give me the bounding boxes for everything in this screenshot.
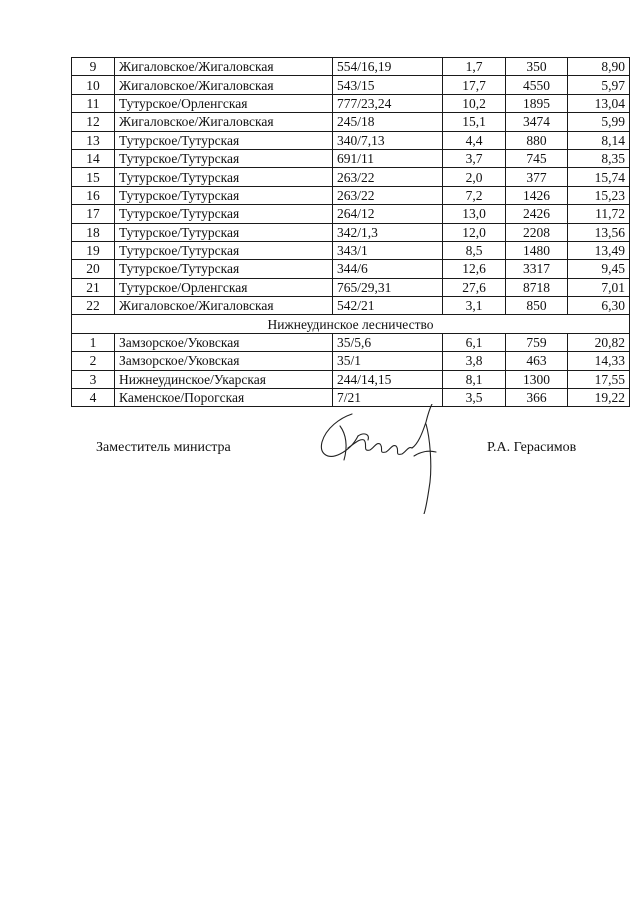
forestry-district: Жигаловское/Жигаловская [115, 297, 333, 315]
area-value: 7,2 [443, 186, 506, 204]
area-value: 10,2 [443, 94, 506, 112]
forestry-district: Тутурское/Тутурская [115, 260, 333, 278]
row-number: 1 [72, 333, 115, 351]
distance-value: 8,90 [568, 58, 630, 76]
quarter-plot: 7/21 [333, 389, 443, 407]
row-number: 14 [72, 149, 115, 167]
row-number: 13 [72, 131, 115, 149]
distance-value: 8,14 [568, 131, 630, 149]
volume-value: 1895 [506, 94, 568, 112]
distance-value: 14,33 [568, 352, 630, 370]
area-value: 27,6 [443, 278, 506, 296]
volume-value: 2208 [506, 223, 568, 241]
table-row [72, 260, 630, 278]
rows-group-a [72, 58, 630, 315]
table-row [72, 205, 630, 223]
volume-value: 4550 [506, 76, 568, 94]
area-value: 8,5 [443, 241, 506, 259]
volume-value: 1480 [506, 241, 568, 259]
quarter-plot: 342/1,3 [333, 223, 443, 241]
forestry-district: Замзорское/Уковская [115, 352, 333, 370]
distance-value: 11,72 [568, 205, 630, 223]
volume-value: 1300 [506, 370, 568, 388]
row-number: 18 [72, 223, 115, 241]
area-value: 2,0 [443, 168, 506, 186]
row-number: 22 [72, 297, 115, 315]
distance-value: 13,56 [568, 223, 630, 241]
area-value: 17,7 [443, 76, 506, 94]
quarter-plot: 543/15 [333, 76, 443, 94]
volume-value: 2426 [506, 205, 568, 223]
volume-value: 1426 [506, 186, 568, 204]
distance-value: 13,04 [568, 94, 630, 112]
area-value: 4,4 [443, 131, 506, 149]
volume-value: 745 [506, 149, 568, 167]
forestry-district: Тутурское/Орленгская [115, 278, 333, 296]
area-value: 12,0 [443, 223, 506, 241]
table-row [72, 58, 630, 76]
table-row [72, 186, 630, 204]
quarter-plot: 340/7,13 [333, 131, 443, 149]
volume-value: 880 [506, 131, 568, 149]
quarter-plot: 542/21 [333, 297, 443, 315]
signatory-title: Заместитель министра [96, 440, 231, 455]
quarter-plot: 263/22 [333, 168, 443, 186]
table-row [72, 278, 630, 296]
handwritten-signature [318, 404, 448, 514]
row-number: 16 [72, 186, 115, 204]
table-row [72, 370, 630, 388]
forestry-district: Тутурское/Орленгская [115, 94, 333, 112]
rows-group-b [72, 333, 630, 407]
signatory-name: Р.А. Герасимов [487, 440, 577, 455]
row-number: 3 [72, 370, 115, 388]
forestry-district: Тутурское/Тутурская [115, 223, 333, 241]
table-row [72, 94, 630, 112]
forestry-district: Тутурское/Тутурская [115, 186, 333, 204]
forestry-district: Тутурское/Тутурская [115, 149, 333, 167]
row-number: 19 [72, 241, 115, 259]
quarter-plot: 244/14,15 [333, 370, 443, 388]
table-row [72, 297, 630, 315]
forestry-district: Тутурское/Тутурская [115, 241, 333, 259]
volume-value: 8718 [506, 278, 568, 296]
forestry-district: Каменское/Порогская [115, 389, 333, 407]
forestry-district: Нижнеудинское/Укарская [115, 370, 333, 388]
quarter-plot: 264/12 [333, 205, 443, 223]
volume-value: 850 [506, 297, 568, 315]
section-row-group [72, 315, 630, 333]
area-value: 12,6 [443, 260, 506, 278]
forestry-district: Замзорское/Уковская [115, 333, 333, 351]
row-number: 2 [72, 352, 115, 370]
row-number: 20 [72, 260, 115, 278]
section-title: Нижнеудинское лесничество [72, 315, 630, 333]
volume-value: 377 [506, 168, 568, 186]
distance-value: 8,35 [568, 149, 630, 167]
quarter-plot: 263/22 [333, 186, 443, 204]
distance-value: 9,45 [568, 260, 630, 278]
forestry-table [71, 57, 630, 407]
quarter-plot: 554/16,19 [333, 58, 443, 76]
row-number: 21 [72, 278, 115, 296]
table-row [72, 223, 630, 241]
volume-value: 3317 [506, 260, 568, 278]
row-number: 10 [72, 76, 115, 94]
distance-value: 5,99 [568, 113, 630, 131]
quarter-plot: 777/23,24 [333, 94, 443, 112]
table-row [72, 131, 630, 149]
row-number: 9 [72, 58, 115, 76]
forestry-district: Жигаловское/Жигаловская [115, 76, 333, 94]
volume-value: 463 [506, 352, 568, 370]
volume-value: 350 [506, 58, 568, 76]
forestry-district: Тутурское/Тутурская [115, 131, 333, 149]
quarter-plot: 245/18 [333, 113, 443, 131]
table-row [72, 333, 630, 351]
table-row [72, 113, 630, 131]
row-number: 17 [72, 205, 115, 223]
row-number: 11 [72, 94, 115, 112]
table-row [72, 168, 630, 186]
volume-value: 366 [506, 389, 568, 407]
section-row [72, 315, 630, 333]
distance-value: 5,97 [568, 76, 630, 94]
distance-value: 19,22 [568, 389, 630, 407]
table-row [72, 76, 630, 94]
table-row [72, 149, 630, 167]
area-value: 3,7 [443, 149, 506, 167]
quarter-plot: 765/29,31 [333, 278, 443, 296]
area-value: 15,1 [443, 113, 506, 131]
table-row [72, 241, 630, 259]
signature-block [0, 440, 640, 520]
quarter-plot: 691/11 [333, 149, 443, 167]
forestry-district: Тутурское/Тутурская [115, 205, 333, 223]
forestry-district: Жигаловское/Жигаловская [115, 58, 333, 76]
quarter-plot: 35/5,6 [333, 333, 443, 351]
quarter-plot: 344/6 [333, 260, 443, 278]
row-number: 4 [72, 389, 115, 407]
volume-value: 759 [506, 333, 568, 351]
area-value: 6,1 [443, 333, 506, 351]
quarter-plot: 35/1 [333, 352, 443, 370]
area-value: 1,7 [443, 58, 506, 76]
distance-value: 7,01 [568, 278, 630, 296]
area-value: 3,1 [443, 297, 506, 315]
distance-value: 20,82 [568, 333, 630, 351]
area-value: 3,8 [443, 352, 506, 370]
area-value: 13,0 [443, 205, 506, 223]
row-number: 15 [72, 168, 115, 186]
quarter-plot: 343/1 [333, 241, 443, 259]
distance-value: 13,49 [568, 241, 630, 259]
area-value: 3,5 [443, 389, 506, 407]
distance-value: 17,55 [568, 370, 630, 388]
forestry-district: Тутурское/Тутурская [115, 168, 333, 186]
area-value: 8,1 [443, 370, 506, 388]
distance-value: 15,74 [568, 168, 630, 186]
forestry-district: Жигаловское/Жигаловская [115, 113, 333, 131]
row-number: 12 [72, 113, 115, 131]
distance-value: 15,23 [568, 186, 630, 204]
volume-value: 3474 [506, 113, 568, 131]
distance-value: 6,30 [568, 297, 630, 315]
table-row [72, 352, 630, 370]
